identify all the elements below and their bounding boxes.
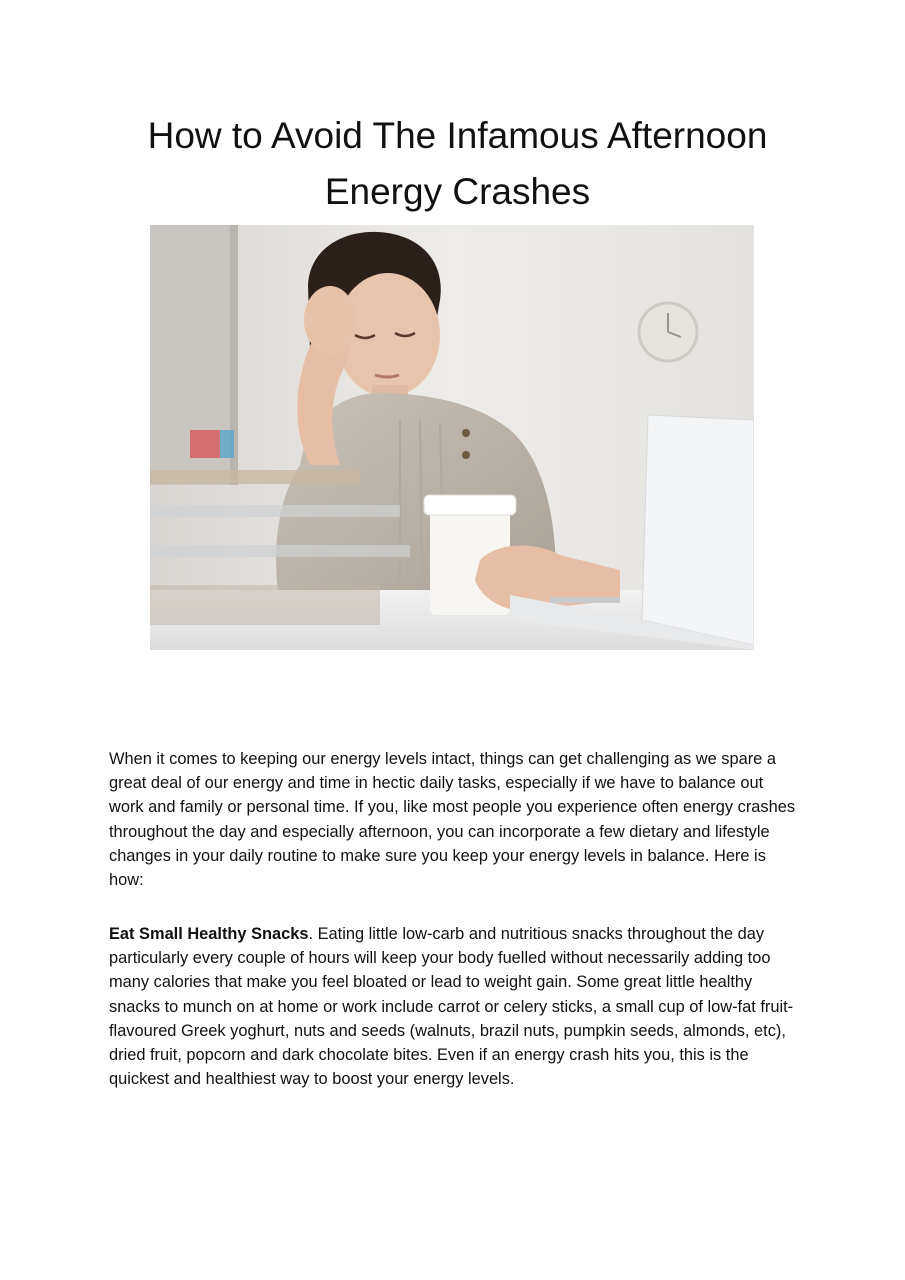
clock-icon	[639, 303, 697, 361]
tired-woman-illustration	[150, 225, 754, 650]
snacks-heading: Eat Small Healthy Snacks	[109, 925, 309, 943]
title-line-1: How to Avoid The Infamous Afternoon	[147, 115, 768, 156]
snacks-body: . Eating little low-carb and nutritious snacks throughout the day particularly every couple of hours will keep your body fuelled without necessarily adding too many calories that make you feel bloated or lead to weight gain. Some great little healthy snacks to munch on at home or work include carrot or celery sticks, a small cup of low-fat fruit-flavoured Greek yoghurt, nuts and seeds (walnuts, brazil nuts, pumpkin seeds, almonds, etc), dried fruit, popcorn and dark chocolate bites. Even if an energy crash hits you, this is the quickest and healthiest way to boost your energy levels.	[109, 925, 794, 1089]
intro-paragraph: When it comes to keeping our energy levels intact, things can get challenging as we spare a great deal of our energy and time in hectic daily tasks, especially if we have to balance out work and family or personal time. If you, like most people you experience often energy crashes throughout the day and especially afternoon, you can incorporate a few dietary and lifestyle changes in your daily routine to make sure you keep your energy levels in balance. Here is how:	[109, 750, 796, 890]
hero-image	[150, 225, 754, 650]
title-line-2: Energy Crashes	[324, 171, 591, 212]
page-title	[60, 108, 855, 220]
snacks-paragraph	[109, 922, 799, 1091]
